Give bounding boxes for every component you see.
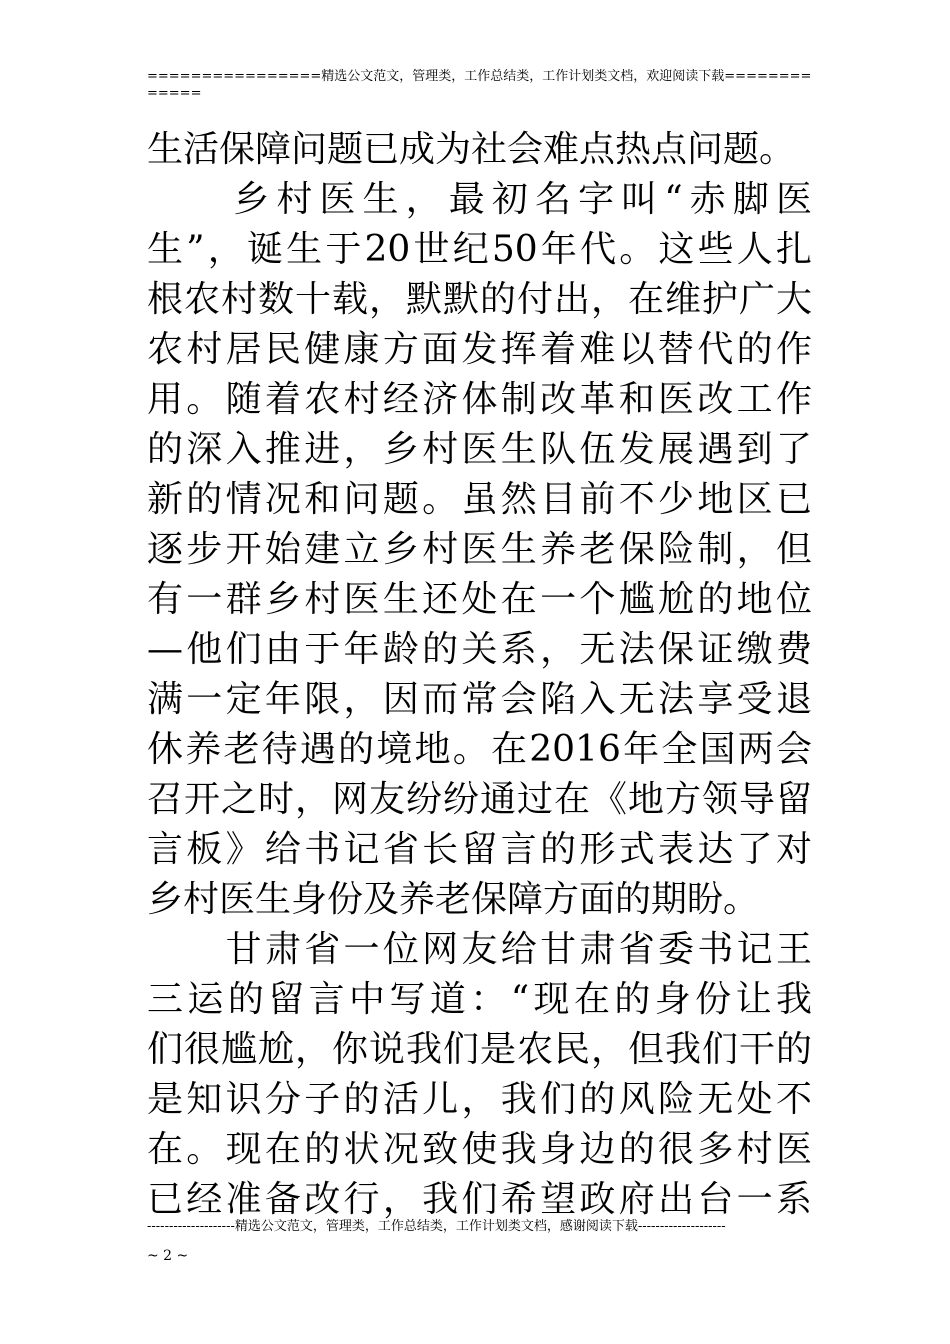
- text-line: 用。随着农村经济体制改革和医改工作: [147, 379, 812, 420]
- text-line: —他们由于年龄的关系，无法保证缴费: [147, 629, 812, 670]
- text-line: 生”，诞生于20世纪50年代。这些人扎: [147, 229, 812, 270]
- text-line: 的深入推进，乡村医生队伍发展遇到了: [147, 429, 812, 470]
- text-line: 满一定年限，因而常会陷入无法享受退: [147, 679, 812, 720]
- text-line: 们很尴尬，你说我们是农民，但我们干的: [147, 1029, 812, 1070]
- text-line: 言板》给书记省长留言的形式表达了对: [147, 829, 812, 870]
- text-line: 甘肃省一位网友给甘肃省委书记王: [147, 929, 812, 970]
- text-line: 有一群乡村医生还处在一个尴尬的地位: [147, 579, 812, 620]
- text-line: 生活保障问题已成为社会难点热点问题。: [147, 129, 796, 170]
- text-line: 乡村医生，最初名字叫“赤脚医: [147, 179, 812, 220]
- text-line: 在。现在的状况致使我身边的很多村医: [147, 1129, 812, 1170]
- page-header: ================精选公文范文，管理类，工作总结类，工作计划类文档，欢迎阅读下载=============: [147, 69, 812, 101]
- text-line: 乡村医生身份及养老保障方面的期盼。: [147, 879, 760, 920]
- text-line: 是知识分子的活儿，我们的风险无处不: [147, 1079, 812, 1120]
- document-body: [147, 125, 812, 1225]
- text-line: 根农村数十载，默默的付出，在维护广大: [147, 279, 812, 320]
- page-footer: --------------------精选公文范文，管理类，工作总结类，工作计划类文档，感谢阅读下载--------------------: [147, 1219, 726, 1234]
- text-line: 已经准备改行，我们希望政府出台一系: [147, 1179, 812, 1220]
- text-line: 农村居民健康方面发挥着难以替代的作: [147, 329, 812, 370]
- text-line: 休养老待遇的境地。在2016年全国两会: [147, 729, 812, 770]
- page-number: ~ 2 ~: [147, 1248, 189, 1264]
- text-line: 三运的留言中写道：“现在的身份让我: [147, 979, 812, 1020]
- text-line: 新的情况和问题。虽然目前不少地区已: [147, 479, 812, 520]
- text-line: 逐步开始建立乡村医生养老保险制，但: [147, 529, 812, 570]
- text-line: 召开之时，网友纷纷通过在《地方领导留: [147, 779, 812, 820]
